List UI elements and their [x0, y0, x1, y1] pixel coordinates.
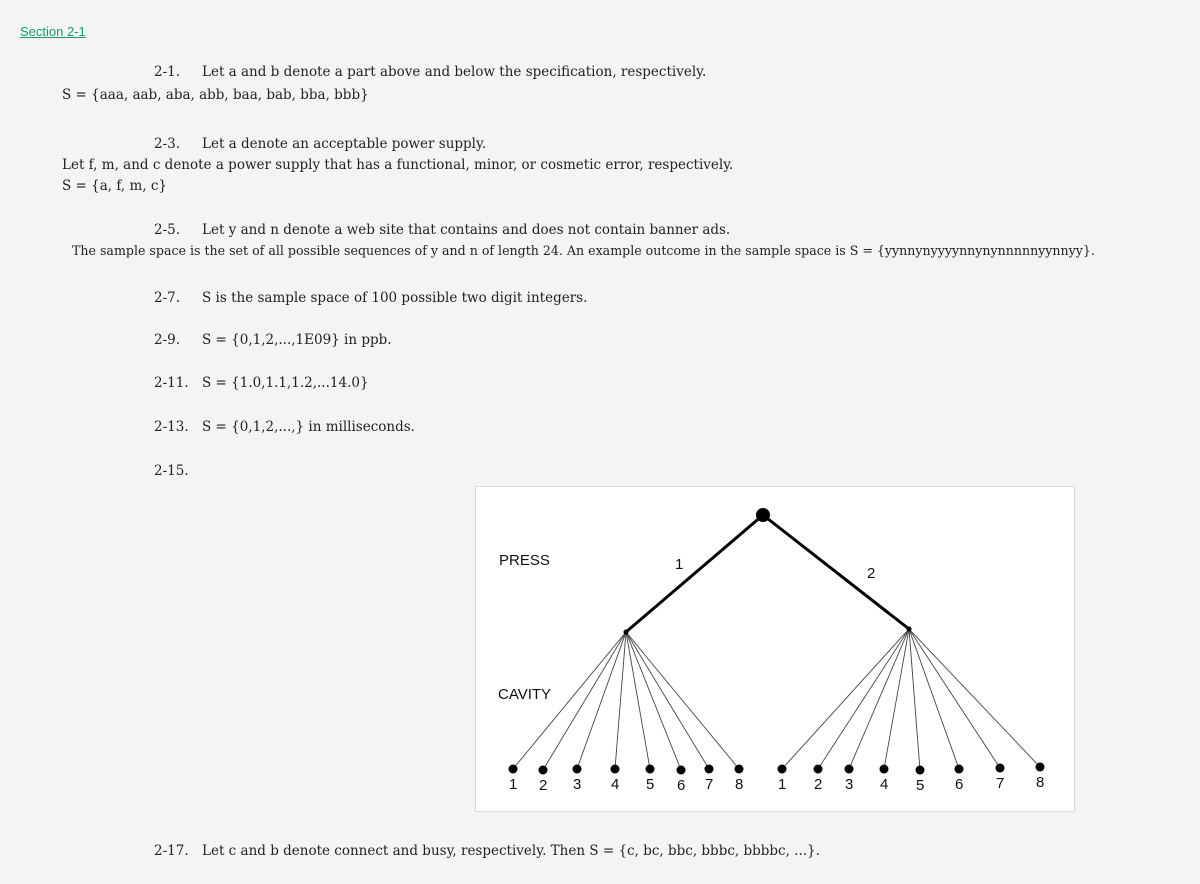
problem-number: 2-15.	[154, 463, 189, 479]
problem-text: S = {0,1,2,...,1E09} in ppb.	[202, 332, 392, 348]
problem-text: Let y and n denote a web site that contains and does not contain banner ads.	[202, 222, 731, 238]
root-node	[756, 508, 770, 522]
problem-number: 2-13.	[154, 419, 189, 435]
problem-2-3-statement	[154, 135, 486, 153]
leaf-label-right-1: 1	[778, 776, 787, 793]
leaf-node-right-1	[778, 765, 787, 774]
problem-number: 2-5.	[154, 222, 181, 238]
cavity-branch-right-5	[909, 629, 920, 770]
leaf-node-right-4	[880, 765, 889, 774]
leaf-label-right-4: 4	[880, 776, 889, 793]
press-branch-1	[626, 515, 763, 632]
leaf-label-left-2: 2	[539, 777, 548, 794]
leaf-node-left-6	[677, 766, 686, 775]
tree-diagram	[475, 486, 1075, 812]
problem-text: Let a denote an acceptable power supply.	[202, 136, 487, 152]
leaf-node-right-8	[1036, 763, 1045, 772]
leaf-node-right-2	[814, 765, 823, 774]
problem-2-13	[154, 418, 415, 436]
problem-text: S is the sample space of 100 possible two digit integers.	[202, 290, 588, 306]
problem-number: 2-17.	[154, 843, 189, 859]
leaf-label-left-3: 3	[573, 776, 582, 793]
leaf-node-right-7	[996, 764, 1005, 773]
problem-2-5-answer: The sample space is the set of all possible sequences of y and n of length 24. An example outcome in the sample space is S = {yynnynyyyynnynynnnnnyynnyy}.	[72, 243, 1095, 258]
leaf-label-left-1: 1	[509, 776, 518, 793]
cavity-branch-right-7	[909, 629, 1000, 768]
leaf-node-right-6	[955, 765, 964, 774]
problem-number: 2-3.	[154, 136, 181, 152]
leaf-label-left-4: 4	[611, 776, 620, 793]
cavity-branch-right-3	[849, 629, 909, 769]
cavity-branch-right-8	[909, 629, 1040, 767]
problem-2-9	[154, 331, 392, 349]
leaf-label-right-2: 2	[814, 776, 823, 793]
problem-2-15	[154, 462, 202, 480]
problem-2-5-statement	[154, 221, 730, 239]
leaf-label-right-5: 5	[916, 777, 925, 794]
press-node-1	[624, 630, 629, 635]
section-link[interactable]: Section 2-1	[20, 24, 86, 39]
leaf-label-left-8: 8	[735, 776, 744, 793]
problem-2-7	[154, 289, 587, 307]
leaf-label-left-6: 6	[677, 777, 686, 794]
leaf-label-right-3: 3	[845, 776, 854, 793]
branch-label-2: 2	[867, 565, 876, 582]
cavity-branch-right-2	[818, 629, 909, 769]
leaf-node-right-3	[845, 765, 854, 774]
problem-2-1-statement	[154, 63, 706, 81]
problem-text: Let a and b denote a part above and below the specification, respectively.	[202, 64, 707, 80]
problem-number: 2-9.	[154, 332, 181, 348]
press-node-2	[907, 627, 912, 632]
problem-2-11	[154, 374, 369, 392]
problem-2-3-line-2: Let f, m, and c denote a power supply that has a functional, minor, or cosmetic error, respectively.	[62, 157, 734, 173]
leaf-label-left-7: 7	[705, 776, 714, 793]
press-label: PRESS	[499, 552, 550, 569]
leaf-label-right-6: 6	[955, 776, 964, 793]
problem-text: S = {1.0,1.1,1.2,...14.0}	[202, 375, 369, 391]
leaf-label-right-8: 8	[1036, 774, 1045, 791]
leaf-node-left-8	[735, 765, 744, 774]
problem-number: 2-1.	[154, 64, 181, 80]
press-branch-2	[763, 515, 909, 629]
problem-2-17	[154, 842, 820, 860]
cavity-branch-left-6	[626, 632, 681, 770]
cavity-branch-right-6	[909, 629, 959, 769]
branch-label-1: 1	[675, 556, 684, 573]
cavity-branch-right-1	[782, 629, 909, 769]
problem-text: S = {0,1,2,...,} in milliseconds.	[202, 419, 415, 435]
leaf-node-left-7	[705, 765, 714, 774]
problem-2-1-answer: S = {aaa, aab, aba, abb, baa, bab, bba, bbb}	[62, 87, 369, 103]
cavity-branch-left-8	[626, 632, 739, 769]
problem-2-3-answer: S = {a, f, m, c}	[62, 178, 167, 194]
leaf-node-right-5	[916, 766, 925, 775]
tree-diagram-svg	[476, 487, 1074, 811]
problem-number: 2-11.	[154, 375, 189, 391]
problem-text: Let c and b denote connect and busy, respectively. Then S = {c, bc, bbc, bbbc, bbbbc, ...}.	[202, 843, 820, 859]
leaf-node-left-4	[611, 765, 620, 774]
leaf-label-right-7: 7	[996, 775, 1005, 792]
cavity-label: CAVITY	[498, 686, 552, 703]
leaf-node-left-1	[509, 765, 518, 774]
leaf-node-left-2	[539, 766, 548, 775]
leaf-node-left-5	[646, 765, 655, 774]
leaf-node-left-3	[573, 765, 582, 774]
cavity-branch-left-4	[615, 632, 626, 769]
problem-number: 2-7.	[154, 290, 181, 306]
cavity-branch-right-4	[884, 629, 909, 769]
leaf-label-left-5: 5	[646, 776, 655, 793]
